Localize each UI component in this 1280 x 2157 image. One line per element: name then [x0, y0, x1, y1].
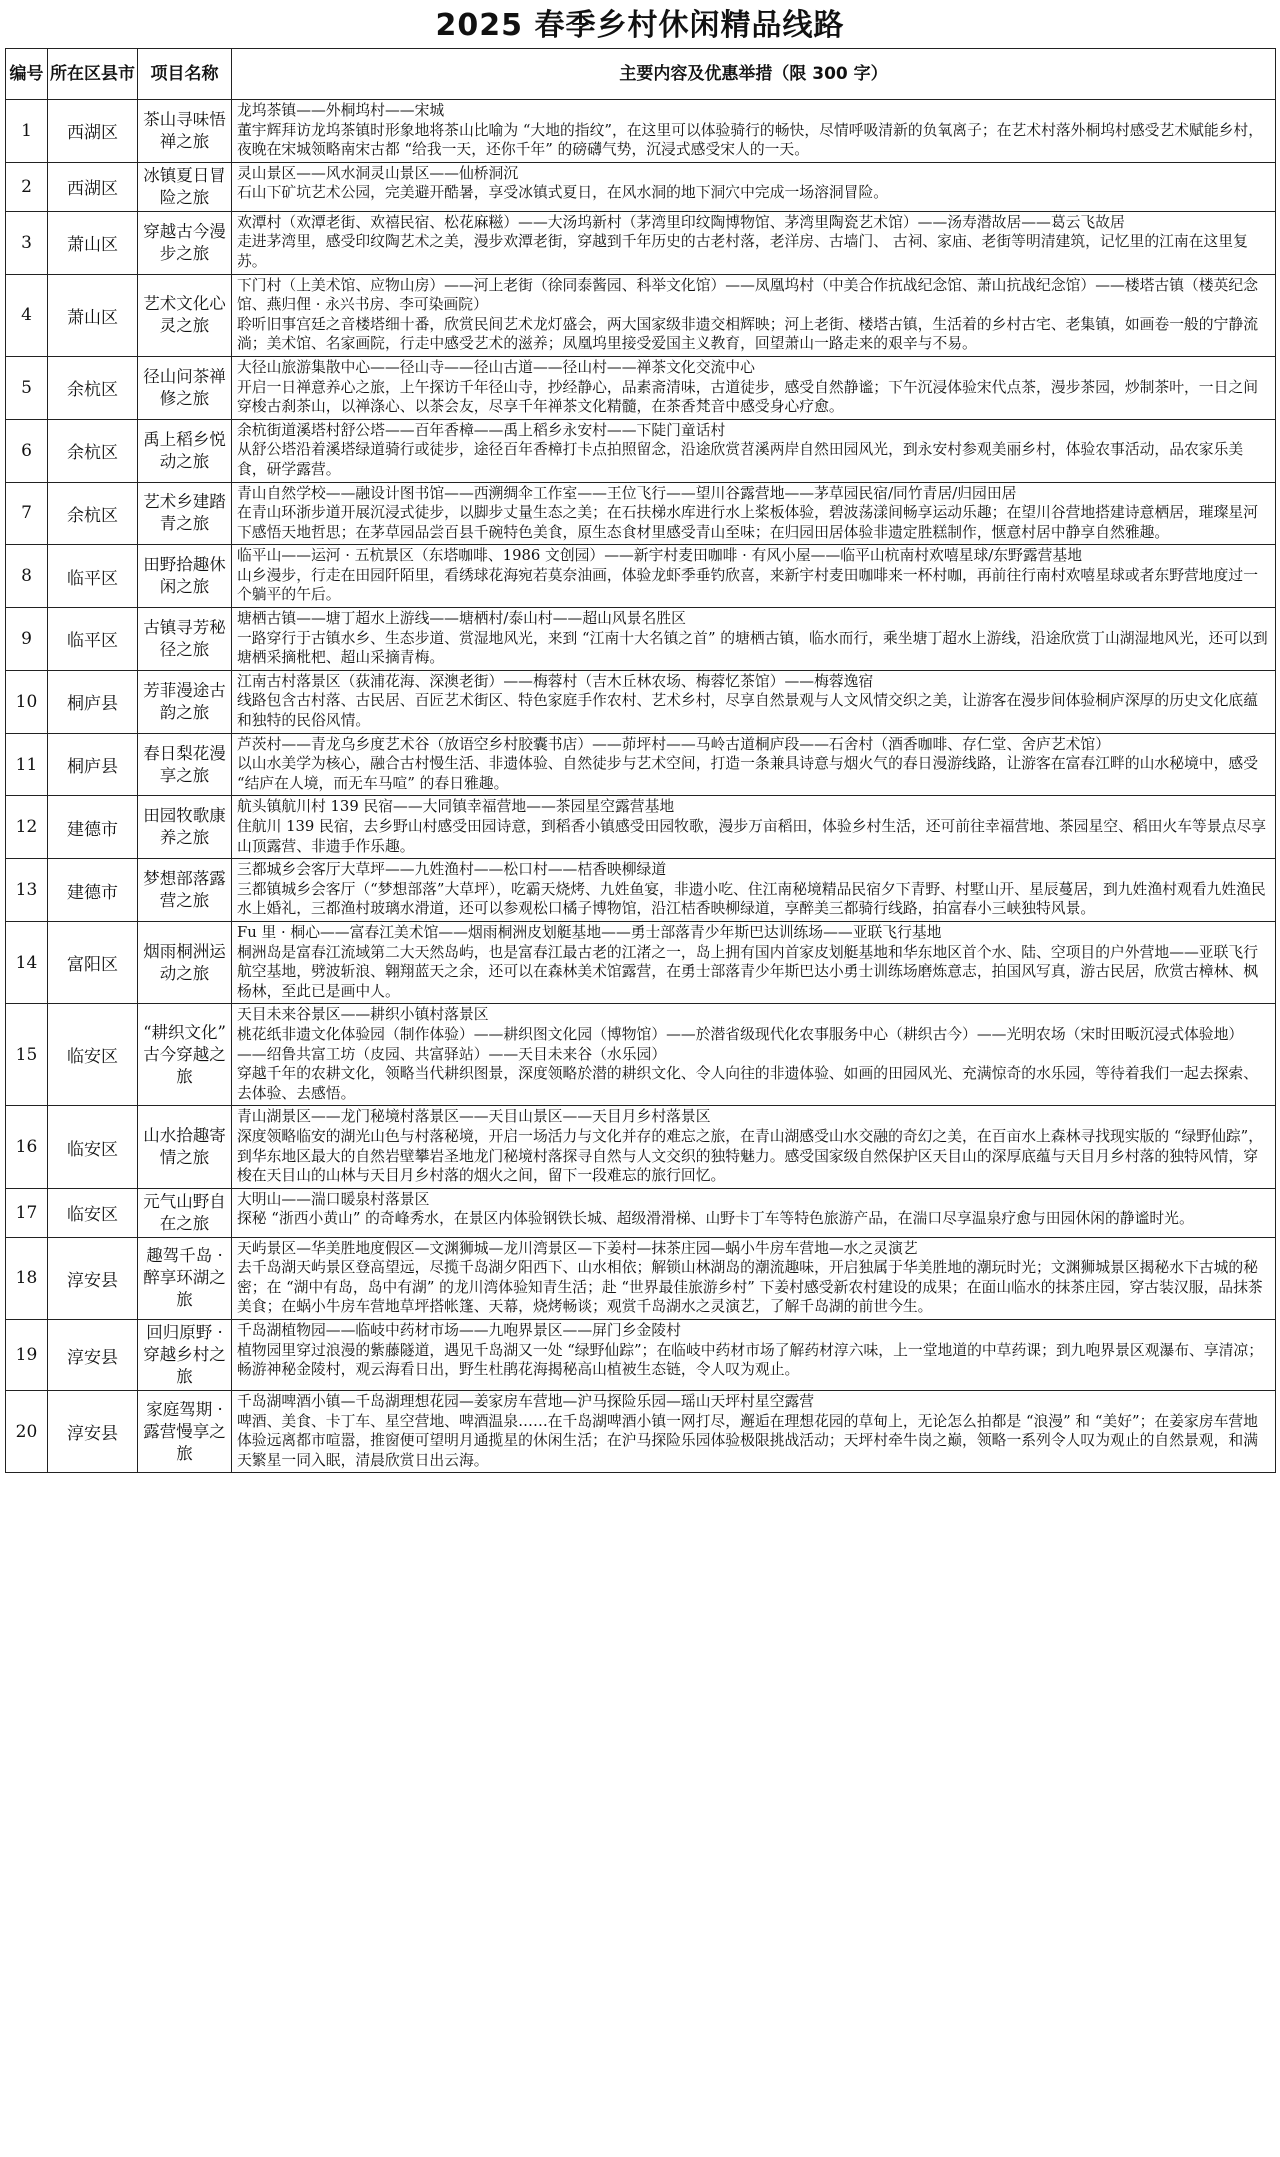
table-row [6, 608, 1276, 671]
row-number: 13 [6, 859, 48, 922]
row-district: 临安区 [48, 1188, 138, 1237]
row-route: 千岛湖啤酒小镇—千岛湖理想花园—姜家房车营地—沪马探险乐园—瑶山天坪村星空露营 [237, 1393, 815, 1411]
row-description [232, 211, 1276, 274]
row-project-name: 穿越古今漫步之旅 [138, 211, 232, 274]
row-number: 18 [6, 1237, 48, 1319]
row-description [232, 670, 1276, 733]
row-number: 12 [6, 796, 48, 859]
row-text: 三都镇城乡会客厅（“梦想部落”大草坪），吃霸天烧烤、九姓鱼宴，非遗小吃、住江南秘境精品民宿夕下青野、村墅山开、星辰蔓居，到九姓渔村观看九姓渔民水上婚礼，三都渔村玻璃水滑道，还可以参观松口橘子博物馆，沿江桔香映柳绿道，享醉美三都骑行线路，拍富春小三峡独特风景。 [237, 880, 1266, 918]
table-row [6, 670, 1276, 733]
row-route: 天目未来谷景区——耕织小镇村落景区 [237, 1006, 489, 1024]
table-row [6, 1391, 1276, 1473]
table-row [6, 859, 1276, 922]
row-route: 龙坞茶镇——外桐坞村——宋城 [237, 102, 445, 119]
row-district: 建德市 [48, 796, 138, 859]
row-text: 开启一日禅意养心之旅，上午探访千年径山寺，抄经静心，品素斋清味，古道徒步，感受自然静谧；下午沉浸体验宋代点茶，漫步茶园，炒制茶叶，一日之间穿梭古刹茶山，以禅涤心、以茶会友，尽享千年禅茶文化精髓，在茶香梵音中感受身心疗愈。 [237, 378, 1258, 416]
row-number: 15 [6, 1004, 48, 1106]
row-number: 11 [6, 733, 48, 796]
row-district: 西湖区 [48, 100, 138, 163]
row-district: 桐庐县 [48, 670, 138, 733]
row-text: 桐洲岛是富春江流域第二大天然岛屿，也是富春江最古老的江渚之一，岛上拥有国内首家皮划艇基地和华东地区首个水、陆、空项目的户外营地——亚联飞行航空基地，劈波斩浪、翱翔蓝天之余，还可以在森林美术馆露营，在勇士部落青少年斯巴达小勇士训练场磨炼意志，拍国风写真，游古民居，欣赏古樟林、枫杨林，至此已是画中人。 [237, 943, 1258, 1000]
row-number: 10 [6, 670, 48, 733]
row-description [232, 482, 1276, 545]
row-number: 9 [6, 608, 48, 671]
row-district: 富阳区 [48, 921, 138, 1003]
header-row [6, 49, 1276, 100]
table-row [6, 796, 1276, 859]
row-text: 一路穿行于古镇水乡、生态步道、赏湿地风光，来到 “江南十大名镇之首” 的塘栖古镇，临水而行，乘坐塘丁超水上游线，沿途欣赏丁山湖湿地风光，还可以到塘栖采摘枇杷、超山采摘青梅。 [237, 629, 1268, 667]
row-route: 临平山——运河 · 五杭景区（东塔咖啡、1986 文创园）——新宇村麦田咖啡 · 有风小屋——临平山杭南村欢嘻星球/东野露营基地 [237, 547, 1083, 565]
table-row [6, 419, 1276, 482]
row-text: 山乡漫步，行走在田园阡陌里，看绣球花海宛若莫奈油画，体验龙虾季垂钓欣喜，来新宇村麦田咖啡来一杯村咖，再前往行南村欢嘻星球或者东野营地度过一个躺平的午后。 [237, 566, 1258, 604]
row-number: 20 [6, 1391, 48, 1473]
table-row [6, 733, 1276, 796]
row-project-name: 禹上稻乡悦动之旅 [138, 419, 232, 482]
row-number: 17 [6, 1188, 48, 1237]
row-text: 植物园里穿过浪漫的紫藤隧道，遇见千岛湖又一处 “绿野仙踪”；在临岐中药材市场了解药材淳六味，上一堂地道的中草药课；到九咆界景区观瀑布、享清凉；畅游神秘金陵村，观云海看日出，野生杜鹃花海揭秘高山植被生态链，令人叹为观止。 [237, 1341, 1264, 1379]
row-district: 西湖区 [48, 162, 138, 211]
row-description [232, 859, 1276, 922]
row-route: 大径山旅游集散中心——径山寺——径山古道——径山村——禅茶文化交流中心 [237, 358, 755, 376]
table-row [6, 482, 1276, 545]
routes-table [5, 48, 1276, 1473]
row-number: 6 [6, 419, 48, 482]
row-project-name: 回归原野 · 穿越乡村之旅 [138, 1320, 232, 1391]
row-text: 深度领略临安的湖光山色与村落秘境，开启一场活力与文化并存的难忘之旅，在青山湖感受山水交融的奇幻之美，在百亩水上森林寻找现实版的 “绿野仙踪”，到华东地区最大的自然岩壁攀岩圣地龙门秘境村落探寻自然与人文交织的独特魅力。感受国家级自然保护区天目山的深厚底蕴与天目月乡村落的独特风情，穿梭在天目山的山林与天目月乡村落的烟火之间，留下一段难忘的旅行回忆。 [237, 1127, 1264, 1185]
row-text: 董宇辉拜访龙坞茶镇时形象地将茶山比喻为 “大地的指纹”，在这里可以体验骑行的畅快，尽情呼吸清新的负氧离子；在艺术村落外桐坞村感受艺术赋能乡村，夜晚在宋城领略南宋古都 “给我一天，还你千年” 的磅礴气势，沉浸式感受宋人的一天。 [237, 121, 1264, 159]
row-description [232, 356, 1276, 419]
row-text: 石山下矿坑艺术公园，完美避开酷暑，享受冰镇式夏日，在风水洞的地下洞穴中完成一场溶洞冒险。 [237, 184, 889, 202]
row-district: 余杭区 [48, 482, 138, 545]
row-number: 4 [6, 274, 48, 356]
row-route: 灵山景区——风水洞灵山景区——仙桥洞沉 [237, 164, 519, 182]
row-number: 3 [6, 211, 48, 274]
row-route: Fu 里 · 桐心——富春江美术馆——烟雨桐洲皮划艇基地——勇士部落青少年斯巴达训练场——亚联飞行基地 [237, 923, 942, 941]
row-project-name: 艺术乡建踏青之旅 [138, 482, 232, 545]
row-project-name: 田园牧歌康养之旅 [138, 796, 232, 859]
row-district: 临平区 [48, 545, 138, 608]
row-district: 萧山区 [48, 211, 138, 274]
row-description [232, 796, 1276, 859]
table-row [6, 162, 1276, 211]
row-text: 线路包含古村落、古民居、百匠艺术街区、特色家庭手作农村、艺术乡村，尽享自然景观与人文风情交织之美，让游客在漫步间体验桐庐深厚的历史文化底蕴和独特的民俗风情。 [237, 692, 1258, 730]
row-route: 塘栖古镇——塘丁超水上游线——塘栖村/泰山村——超山风景名胜区 [237, 610, 686, 628]
row-text: 在青山环浙步道开展沉浸式徒步，以脚步丈量生态之美；在石扶梯水库进行水上桨板体验，碧波荡漾间畅享运动乐趣；在望川谷营地搭建诗意栖居，璀璨星河下感悟天地哲思；在茅草园品尝百县千碗特色美食，原生态食材里感受青山至味；在归园田居体验非遗定胜糕制作，惬意村居中静享自然雅趣。 [237, 504, 1258, 541]
table-row [6, 274, 1276, 356]
row-project-name: 春日梨花漫享之旅 [138, 733, 232, 796]
row-district: 桐庐县 [48, 733, 138, 796]
row-district: 淳安县 [48, 1320, 138, 1391]
header-desc: 主要内容及优惠举措（限 300 字） [232, 49, 1276, 100]
row-district: 临平区 [48, 608, 138, 671]
row-project-name: 芳菲漫途古韵之旅 [138, 670, 232, 733]
row-project-name: 径山问茶禅修之旅 [138, 356, 232, 419]
row-number: 7 [6, 482, 48, 545]
row-text: 啤酒、美食、卡丁车、星空营地、啤酒温泉……在千岛湖啤酒小镇一网打尽，邂逅在理想花园的草甸上，无论怎么拍都是 “浪漫” 和 “美好”；在姜家房车营地体验远离都市喧嚣，推窗便可望明月通揽星的休闲生活；在沪马探险乐园体验极限挑战活动；天坪村牵牛岗之巅，领略一系列令人叹为观止的自然景观，和满天繁星一同入眠，清晨欣赏日出云海。 [237, 1412, 1258, 1469]
table-row [6, 211, 1276, 274]
header-district: 所在区县市 [48, 49, 138, 100]
row-project-name: 梦想部落露营之旅 [138, 859, 232, 922]
row-number: 16 [6, 1106, 48, 1188]
row-route: 下门村（上美术馆、应物山房）——河上老街（徐同泰酱园、科举文化馆）——凤凰坞村（中美合作抗战纪念馆、萧山抗战纪念馆）——楼塔古镇（楼英纪念馆、燕归俚 · 永兴书房、李可染画院） [237, 276, 1258, 314]
row-description [232, 100, 1276, 163]
row-text: 探秘 “浙西小黄山” 的奇峰秀水，在景区内体验钢铁长城、超级滑滑梯、山野卡丁车等特色旅游产品，在湍口尽享温泉疗愈与田园休闲的静谧时光。 [237, 1210, 1194, 1228]
row-district: 萧山区 [48, 274, 138, 356]
table-row [6, 545, 1276, 608]
row-route: 千岛湖植物园——临岐中药材市场——九咆界景区——屏门乡金陵村 [237, 1322, 681, 1340]
row-district: 临安区 [48, 1106, 138, 1188]
table-row [6, 1106, 1276, 1188]
row-text: 从舒公塔沿着溪塔绿道骑行或徒步，途径百年香樟打卡点拍照留念，沿途欣赏苕溪两岸自然田园风光，到永安村参观美丽乡村，体验农事活动，品农家乐美食，研学露营。 [237, 441, 1244, 478]
row-text: 聆听旧事宫廷之音楼塔细十番，欣赏民间艺术龙灯盛会，两大国家级非遗交相辉映；河上老街、楼塔古镇，生活着的乡村古宅、老集镇，如画卷一般的宁静流淌；美术馆、名家画院，行走中感受艺术的滋养；凤凰坞里接受爱国主义教育，回望萧山一路走来的艰辛与不易。 [237, 315, 1258, 353]
row-project-name: 家庭驾期 · 露营慢享之旅 [138, 1391, 232, 1473]
row-district: 建德市 [48, 859, 138, 922]
row-route: 大明山——湍口暖泉村落景区 [237, 1190, 430, 1208]
row-project-name: 古镇寻芳秘径之旅 [138, 608, 232, 671]
row-route: 航头镇航川村 139 民宿——大同镇幸福营地——茶园星空露营基地 [237, 798, 675, 816]
row-description [232, 1237, 1276, 1319]
header-no: 编号 [6, 49, 48, 100]
row-district: 余杭区 [48, 356, 138, 419]
row-text: 走进茅湾里，感受印纹陶艺术之美，漫步欢潭老街，穿越到千年历史的古老村落，老洋房、古墙门、 古祠、家庙、老街等明清建筑，记忆里的江南在这里复苏。 [237, 233, 1248, 270]
row-route: 青山湖景区——龙门秘境村落景区——天目山景区——天目月乡村落景区 [237, 1108, 711, 1126]
row-district: 淳安县 [48, 1391, 138, 1473]
table-row [6, 100, 1276, 163]
row-text: 穿越千年的农耕文化，领略当代耕织图景，深度领略於潜的耕织文化、令人向往的非遗体验、如画的田园风光、充满惊奇的水乐园，等待着我们一起去探索、去体验、去感悟。 [237, 1065, 1258, 1102]
header-name: 项目名称 [138, 49, 232, 100]
table-row [6, 1237, 1276, 1319]
row-number: 14 [6, 921, 48, 1003]
row-number: 19 [6, 1320, 48, 1391]
table-row [6, 1004, 1276, 1106]
row-text: 去千岛湖天屿景区登高望远，尽揽千岛湖夕阳西下、山水相依；解锁山林湖岛的潮流趣味，开启独属于华美胜地的潮玩时光；文渊狮城景区揭秘水下古城的秘密；在 “湖中有岛，岛中有湖” 的龙川湾体验知青生活；赴 “世界最佳旅游乡村” 下姜村感受新农村建设的成果；在面山临水的抹茶庄园，穿古装汉服，品抹茶美食；在蜗小牛房车营地草坪搭帐篷、天幕，烧烤畅谈；观赏千岛湖水之灵演艺，了解千岛湖的前世今生。 [237, 1259, 1263, 1316]
row-project-name: 田野拾趣休闲之旅 [138, 545, 232, 608]
row-project-name: 趣驾千岛 · 醉享环湖之旅 [138, 1237, 232, 1319]
row-number: 1 [6, 100, 48, 163]
row-text: 住航川 139 民宿，去乡野山村感受田园诗意，到稻香小镇感受田园牧歌，漫步万亩稻田，体验乡村生活，还可前往幸福营地、茶园星空、稻田火车等景点尽享山顶露营、非遗手作乐趣。 [237, 818, 1267, 855]
row-project-name: 山水拾趣寄情之旅 [138, 1106, 232, 1188]
page [5, 0, 1275, 1473]
table-row [6, 1188, 1276, 1237]
row-project-name: 冰镇夏日冒险之旅 [138, 162, 232, 211]
row-route: 天屿景区—华美胜地度假区—文渊狮城—龙川湾景区—下姜村—抹茶庄园—蜗小牛房车营地—水之灵演艺 [237, 1239, 918, 1257]
row-description [232, 733, 1276, 796]
row-number: 2 [6, 162, 48, 211]
row-district: 淳安县 [48, 1237, 138, 1319]
row-description [232, 1188, 1276, 1237]
table-row [6, 356, 1276, 419]
row-description [232, 545, 1276, 608]
row-route: 芦茨村——青龙乌乡度艺术谷（放语空乡村胶囊书店）——茆坪村——马岭古道桐庐段——石舍村（酒香咖啡、存仁堂、舍庐艺术馆） [237, 735, 1111, 753]
row-project-name: 艺术文化心灵之旅 [138, 274, 232, 356]
row-district: 临安区 [48, 1004, 138, 1106]
row-text: 以山水美学为核心，融合古村慢生活、非遗体验、自然徒步与艺术空间，打造一条兼具诗意与烟火气的春日漫游线路，让游客在富春江畔的山水秘境中，感受 “结庐在人境，而无车马喧” 的春日雅趣。 [237, 755, 1258, 792]
row-route: 江南古村落景区（荻浦花海、深澳老街）——梅蓉村（吉木丘林农场、梅蓉忆茶馆）——梅蓉逸宿 [237, 672, 874, 690]
row-description [232, 274, 1276, 356]
row-district: 余杭区 [48, 419, 138, 482]
row-number: 5 [6, 356, 48, 419]
row-description [232, 419, 1276, 482]
row-description [232, 1106, 1276, 1188]
row-description [232, 1391, 1276, 1473]
table-row [6, 921, 1276, 1003]
row-description [232, 608, 1276, 671]
table-row [6, 1320, 1276, 1391]
row-project-name: 茶山寻味悟禅之旅 [138, 100, 232, 163]
row-description [232, 1320, 1276, 1391]
row-description [232, 1004, 1276, 1106]
row-number: 8 [6, 545, 48, 608]
row-route: 青山自然学校——融设计图书馆——西溯绸伞工作室——王位飞行——望川谷露营地——茅草园民宿/同竹青居/归园田居 [237, 484, 1017, 502]
row-project-name: “耕织文化” 古今穿越之旅 [138, 1004, 232, 1106]
row-route: 余杭街道溪塔村舒公塔——百年香樟——禹上稻乡永安村——下陡门童话村 [237, 421, 726, 439]
row-description [232, 162, 1276, 211]
row-description [232, 921, 1276, 1003]
page-title: 2025 春季乡村休闲精品线路 [435, 8, 845, 43]
row-route: 三都城乡会客厅大草坪——九姓渔村——松口村——桔香映柳绿道 [237, 861, 667, 879]
row-route-secondary: 桃花纸非遗文化体验园（制作体验）——耕织图文化园（博物馆）——於潜省级现代化农事服务中心（耕织古今）——光明农场（宋时田畈沉浸式体验地）——绍鲁共富工坊（皮园、共富驿站）——天目未来谷（水乐园） [237, 1025, 1244, 1063]
row-project-name: 元气山野自在之旅 [138, 1188, 232, 1237]
row-project-name: 烟雨桐洲运动之旅 [138, 921, 232, 1003]
row-route: 欢潭村（欢潭老街、欢禧民宿、松花麻糍）——大汤坞新村（茅湾里印纹陶博物馆、茅湾里陶瓷艺术馆）——汤寿潜故居——葛云飞故居 [237, 213, 1125, 231]
